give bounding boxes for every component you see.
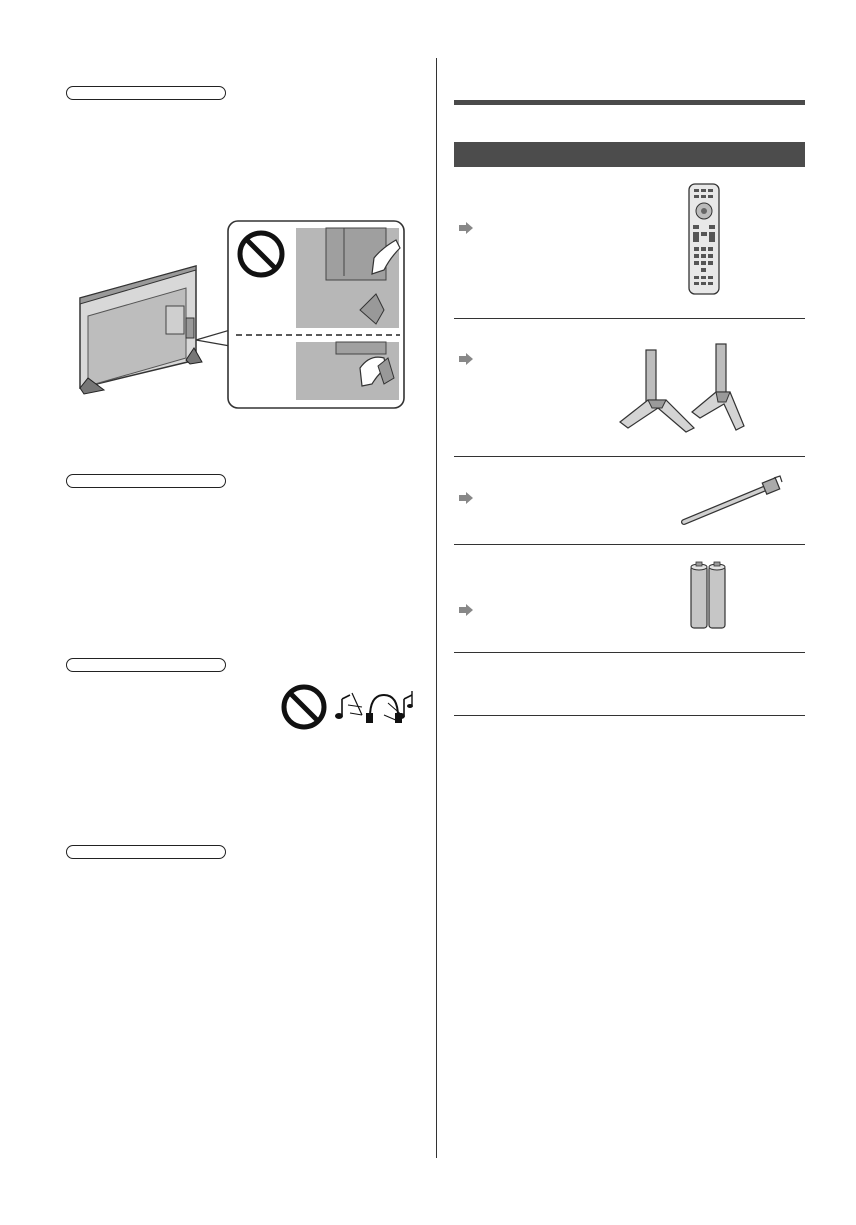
arrow-icon xyxy=(459,222,473,234)
caution-pill-3 xyxy=(66,658,226,672)
row-divider xyxy=(454,456,805,457)
row-divider xyxy=(454,544,805,545)
arrow-icon xyxy=(459,353,473,365)
row-divider xyxy=(454,652,805,653)
row-divider xyxy=(454,318,805,319)
pedestal-icon xyxy=(618,342,748,434)
headphones-illustration xyxy=(280,683,425,733)
headphones-icon xyxy=(335,691,413,723)
caution-pill-4 xyxy=(66,845,226,859)
row-divider xyxy=(454,715,805,716)
section-top-rule xyxy=(454,100,805,105)
caution-pill-2 xyxy=(66,474,226,488)
arrow-icon xyxy=(459,604,473,616)
cable-tie-icon xyxy=(680,474,784,526)
tv-handling-illustration xyxy=(78,218,408,413)
remote-control-icon xyxy=(688,183,720,295)
accessories-section-bar xyxy=(454,142,805,167)
no-entry-icon xyxy=(284,687,324,727)
no-entry-icon xyxy=(240,233,282,275)
caution-pill-1 xyxy=(66,86,226,100)
arrow-icon xyxy=(459,492,473,504)
column-divider xyxy=(436,58,437,1158)
batteries-icon xyxy=(689,560,727,632)
